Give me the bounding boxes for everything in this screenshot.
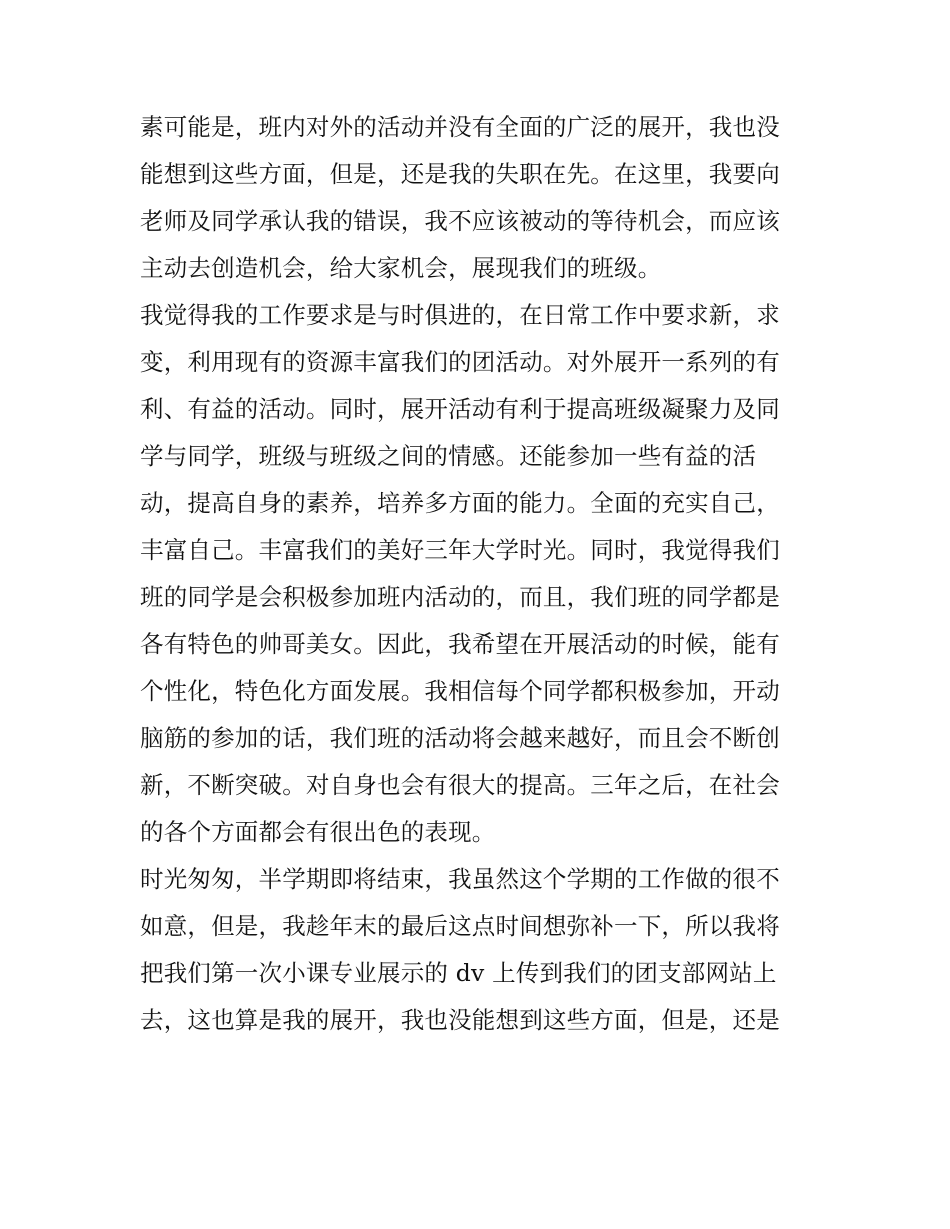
text-line: 如意，但是，我趁年末的最后这点时间想弥补一下，所以我将 <box>140 912 780 940</box>
text-line: 新，不断突破。对自身也会有很大的提高。三年之后，在社会 <box>140 771 780 799</box>
text-line: 动，提高自身的素养，培养多方面的能力。全面的充实自己， <box>140 489 780 517</box>
text-line: 各有特色的帅哥美女。因此，我希望在开展活动的时候，能有 <box>140 630 780 658</box>
text-line: 丰富自己。丰富我们的美好三年大学时光。同时，我觉得我们 <box>140 536 780 564</box>
text-line: 脑筋的参加的话，我们班的活动将会越来越好，而且会不断创 <box>140 724 780 752</box>
text-line: 去，这也算是我的展开，我也没能想到这些方面，但是，还是 <box>140 1006 780 1034</box>
text-line: 个性化，特色化方面发展。我相信每个同学都积极参加，开动 <box>140 677 780 705</box>
text-line: 变，利用现有的资源丰富我们的团活动。对外展开一系列的有 <box>140 348 780 376</box>
text-line: 能想到这些方面，但是，还是我的失职在先。在这里，我要向 <box>140 160 780 188</box>
text-line: 班的同学是会积极参加班内活动的，而且，我们班的同学都是 <box>140 583 780 611</box>
text-line: 的各个方面都会有很出色的表现。 <box>140 818 496 846</box>
text-line: 学与同学，班级与班级之间的情感。还能参加一些有益的活 <box>140 442 757 470</box>
text-line: 素可能是，班内对外的活动并没有全面的广泛的展开，我也没 <box>140 113 780 141</box>
text-line: 老师及同学承认我的错误，我不应该被动的等待机会，而应该 <box>140 207 780 235</box>
text-line: 时光匆匆，半学期即将结束，我虽然这个学期的工作做的很不 <box>140 865 780 893</box>
text-line: 把我们第一次小课专业展示的 dv 上传到我们的团支部网站上 <box>140 959 777 987</box>
text-line: 利、有益的活动。同时，展开活动有利于提高班级凝聚力及同 <box>140 395 780 423</box>
text-line: 主动去创造机会，给大家机会，展现我们的班级。 <box>140 254 662 282</box>
text-line: 我觉得我的工作要求是与时俱进的，在日常工作中要求新，求 <box>140 301 780 329</box>
body-text <box>140 104 820 1044</box>
